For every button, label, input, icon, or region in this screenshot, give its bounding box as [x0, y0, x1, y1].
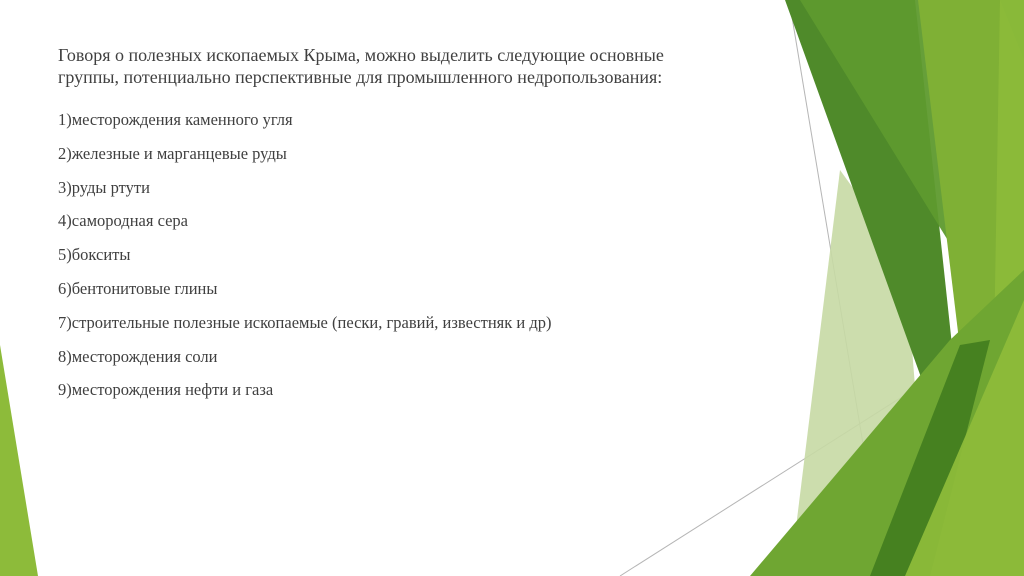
- decor-shape: [0, 345, 38, 576]
- list-item: 1)месторождения каменного угля: [58, 110, 293, 129]
- list-item: 2)железные и марганцевые руды: [58, 143, 287, 163]
- list-item: 7)строительные полезные ископаемые (пески, гравий, известняк и др): [58, 312, 552, 332]
- list-item: 4)самородная сера: [58, 211, 188, 231]
- list-item: 8)месторождения соли: [58, 346, 218, 366]
- minerals-list: [58, 110, 718, 400]
- slide-content: [58, 44, 718, 414]
- list-item: 3)руды ртути: [58, 177, 150, 197]
- list-item: 5)бокситы: [58, 245, 131, 265]
- intro-text: Говоря о полезных ископаемых Крыма, можно выделить следующие основные группы, потенциально перспективные для промышленного недропользования:: [58, 45, 664, 87]
- list-item: 9)месторождения нефти и газа: [58, 380, 274, 400]
- list-item: 6)бентонитовые глины: [58, 278, 218, 298]
